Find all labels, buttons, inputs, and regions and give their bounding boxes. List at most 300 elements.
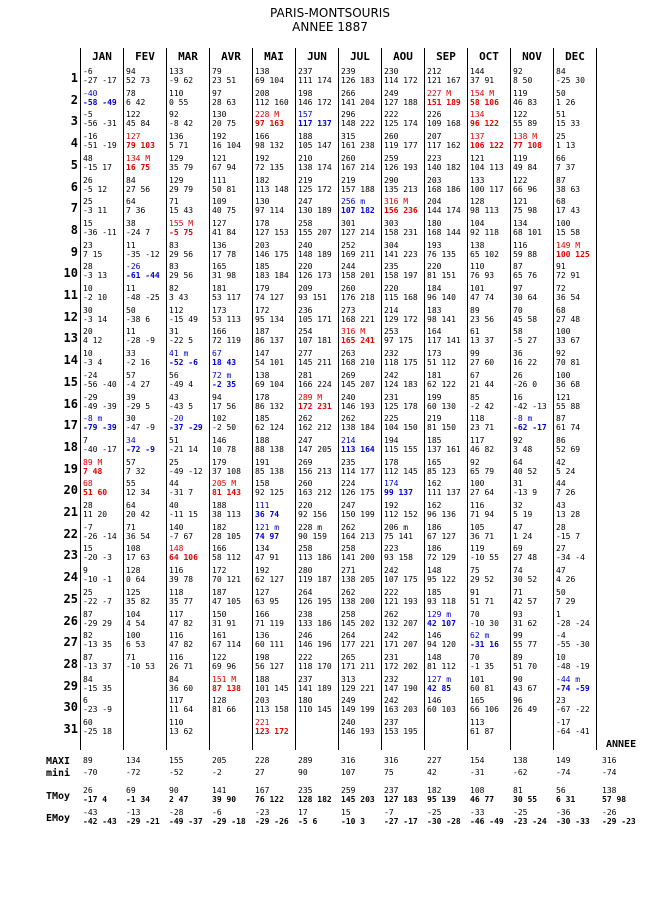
day-cell bbox=[255, 306, 297, 324]
daily-total: 220 bbox=[384, 284, 399, 293]
summary-maxi-cell bbox=[169, 756, 211, 765]
day-number: 21 bbox=[63, 505, 78, 519]
daily-total: 146 bbox=[427, 631, 442, 641]
day-cell bbox=[556, 262, 598, 280]
summary-value: -28 bbox=[169, 808, 184, 817]
daily-min-max: -10 55 bbox=[470, 553, 499, 563]
daily-total: 92 bbox=[513, 435, 523, 445]
day-cell bbox=[169, 588, 211, 606]
day-cell bbox=[298, 588, 340, 606]
day-cell bbox=[470, 154, 512, 172]
daily-total: 136 bbox=[255, 631, 270, 641]
daily-total: 256 m bbox=[341, 197, 366, 207]
day-number: 20 bbox=[63, 483, 78, 498]
daily-total: 129 bbox=[169, 175, 184, 185]
daily-total: 129 m bbox=[427, 609, 452, 619]
day-cell bbox=[384, 566, 426, 584]
day-cell bbox=[513, 219, 555, 237]
daily-total: 265 bbox=[341, 652, 356, 662]
daily-min-max: 101 145 bbox=[255, 683, 289, 693]
day-cell bbox=[169, 284, 211, 302]
summary-value: 26 bbox=[83, 786, 93, 795]
daily-min-max: 163 212 bbox=[298, 488, 332, 498]
daily-total: 64 bbox=[126, 197, 136, 207]
daily-min-max: 43 67 bbox=[513, 683, 538, 693]
daily-total: 166 bbox=[212, 544, 227, 554]
day-cell bbox=[126, 219, 168, 237]
daily-total: 70 bbox=[513, 305, 523, 315]
day-cell bbox=[83, 349, 125, 367]
day-cell bbox=[126, 306, 168, 324]
day-cell bbox=[212, 67, 254, 85]
day-cell bbox=[341, 631, 383, 649]
daily-total: 178 bbox=[255, 218, 270, 228]
daily-min-max: 1 13 bbox=[556, 141, 576, 151]
day-cell bbox=[427, 436, 469, 454]
day-cell bbox=[341, 327, 383, 345]
summary-value: 89 bbox=[83, 756, 93, 765]
daily-total: 192 bbox=[255, 566, 270, 576]
day-cell bbox=[384, 631, 426, 649]
daily-total: 162 bbox=[427, 479, 442, 489]
day-cell bbox=[341, 544, 383, 562]
daily-min-max: -26 0 bbox=[513, 379, 538, 389]
daily-min-max: 18 43 bbox=[212, 358, 237, 368]
daily-min-max: -61 -44 bbox=[126, 271, 160, 281]
daily-min-max: 41 84 bbox=[212, 227, 237, 237]
daily-min-max: 5 19 bbox=[513, 510, 533, 519]
daily-min-max: 40 52 bbox=[513, 466, 538, 476]
daily-total: 40 bbox=[169, 501, 179, 510]
day-cell bbox=[212, 154, 254, 172]
daily-total: 92 bbox=[513, 67, 523, 76]
daily-total: 258 bbox=[341, 609, 356, 619]
daily-min-max: 107 182 bbox=[341, 206, 375, 216]
day-cell bbox=[255, 566, 297, 584]
summary-value: -62 bbox=[513, 768, 528, 777]
daily-min-max: 86 137 bbox=[255, 336, 284, 346]
summary-min-max: -10 3 bbox=[341, 817, 366, 826]
daily-total: 193 bbox=[427, 240, 442, 250]
day-cell bbox=[384, 718, 426, 736]
day-cell bbox=[470, 566, 512, 584]
month-header: MAI bbox=[264, 50, 284, 63]
day-cell bbox=[556, 327, 598, 345]
daily-min-max: 126 183 bbox=[341, 76, 375, 85]
summary-value: 138 bbox=[602, 786, 617, 795]
day-cell bbox=[427, 458, 469, 476]
day-cell bbox=[126, 241, 168, 259]
summary-value: 235 bbox=[298, 786, 313, 795]
day-cell bbox=[255, 284, 297, 302]
daily-min-max: 117 141 bbox=[427, 336, 461, 346]
day-cell bbox=[255, 588, 297, 606]
daily-min-max: -22 5 bbox=[169, 336, 194, 346]
day-number: 12 bbox=[63, 309, 78, 324]
daily-min-max: 69 104 bbox=[255, 379, 284, 389]
summary-value: -43 bbox=[83, 808, 98, 817]
daily-min-max: 31 98 bbox=[212, 271, 237, 281]
day-cell bbox=[384, 414, 426, 432]
daily-min-max: 97 114 bbox=[255, 206, 284, 216]
daily-min-max: 92 125 bbox=[255, 488, 284, 498]
day-number: 31 bbox=[63, 722, 78, 736]
daily-min-max: 94 120 bbox=[427, 640, 456, 650]
daily-min-max: 66 106 bbox=[470, 705, 499, 715]
daily-min-max: 67 94 bbox=[212, 162, 237, 172]
daily-total: 100 bbox=[556, 370, 571, 380]
daily-total: 10 bbox=[556, 652, 566, 662]
day-cell bbox=[83, 653, 125, 671]
daily-min-max: 7 48 bbox=[83, 466, 103, 476]
daily-min-max: 36 54 bbox=[126, 531, 151, 541]
day-cell bbox=[126, 132, 168, 150]
day-number: 27 bbox=[63, 635, 78, 650]
daily-total: 15 bbox=[83, 544, 93, 554]
daily-total: 249 bbox=[341, 696, 356, 706]
day-cell bbox=[83, 523, 125, 541]
daily-min-max: 13 28 bbox=[556, 510, 581, 519]
daily-total: 157 bbox=[298, 110, 313, 120]
daily-min-max: -13 37 bbox=[83, 661, 112, 671]
daily-total: 15 bbox=[83, 218, 93, 228]
day-cell bbox=[427, 696, 469, 714]
day-cell bbox=[255, 458, 297, 476]
daily-total: 117 bbox=[169, 609, 184, 619]
daily-min-max: 123 172 bbox=[255, 727, 289, 736]
daily-total: 180 bbox=[427, 218, 442, 228]
day-cell bbox=[83, 262, 125, 280]
day-cell bbox=[169, 197, 211, 215]
summary-emoy-cell bbox=[384, 808, 426, 826]
day-cell bbox=[556, 610, 598, 628]
day-cell bbox=[255, 631, 297, 649]
daily-min-max: 0 64 bbox=[126, 575, 146, 585]
daily-min-max: 137 161 bbox=[427, 444, 461, 454]
day-cell bbox=[126, 479, 168, 497]
summary-value: -70 bbox=[83, 768, 98, 777]
day-cell bbox=[298, 523, 340, 541]
day-cell bbox=[556, 588, 598, 606]
daily-min-max: 141 189 bbox=[298, 683, 332, 693]
daily-total: 235 bbox=[341, 457, 356, 467]
daily-min-max: -1 35 bbox=[470, 661, 495, 671]
daily-min-max: -31 7 bbox=[169, 488, 194, 498]
daily-total: 289 M bbox=[298, 392, 323, 402]
daily-total: 219 bbox=[298, 175, 313, 185]
daily-total: 247 bbox=[298, 197, 313, 207]
daily-min-max: 72 91 bbox=[556, 271, 581, 281]
daily-total: 58 bbox=[513, 327, 523, 337]
daily-total: 44 bbox=[169, 479, 179, 489]
day-cell bbox=[126, 327, 168, 345]
daily-min-max: 145 207 bbox=[341, 379, 375, 389]
day-cell bbox=[83, 631, 125, 649]
daily-total: 184 bbox=[427, 284, 442, 293]
day-cell bbox=[126, 458, 168, 476]
daily-total: 140 bbox=[169, 522, 184, 532]
day-number: 9 bbox=[70, 244, 78, 259]
daily-total: 23 bbox=[556, 696, 566, 706]
day-cell bbox=[126, 154, 168, 172]
day-cell bbox=[556, 458, 598, 476]
day-cell bbox=[513, 588, 555, 606]
daily-min-max: 93 158 bbox=[384, 553, 413, 563]
daily-total: 1 bbox=[556, 609, 561, 619]
daily-min-max: -24 7 bbox=[126, 227, 151, 237]
day-cell bbox=[556, 479, 598, 497]
summary-min-max: -46 -49 bbox=[470, 817, 504, 826]
daily-total: 185 bbox=[255, 414, 270, 424]
day-cell bbox=[255, 327, 297, 345]
daily-min-max: 27 56 bbox=[126, 184, 151, 194]
daily-total: 68 bbox=[556, 197, 566, 207]
daily-total: 30 bbox=[126, 414, 136, 424]
daily-min-max: 155 207 bbox=[298, 227, 332, 237]
day-cell bbox=[255, 154, 297, 172]
day-cell bbox=[384, 371, 426, 389]
daily-total: 262 bbox=[341, 414, 356, 424]
daily-total: 188 bbox=[212, 501, 227, 510]
daily-min-max: 45 58 bbox=[513, 314, 538, 324]
daily-min-max: 70 81 bbox=[556, 358, 581, 368]
daily-min-max: 1 24 bbox=[513, 531, 533, 541]
day-cell bbox=[298, 154, 340, 172]
day-cell bbox=[255, 675, 297, 693]
day-cell bbox=[298, 132, 340, 150]
daily-total: 260 bbox=[341, 153, 356, 163]
summary-emoy-cell bbox=[255, 808, 297, 826]
daily-total: 164 bbox=[427, 327, 442, 337]
daily-total: 303 bbox=[384, 218, 399, 228]
day-cell bbox=[212, 89, 254, 107]
summary-tmoy-cell bbox=[556, 786, 598, 804]
daily-total: 228 M bbox=[255, 110, 280, 120]
day-cell bbox=[513, 327, 555, 345]
daily-min-max: 138 184 bbox=[341, 423, 375, 433]
daily-min-max: 111 137 bbox=[427, 488, 461, 498]
summary-value: 149 bbox=[556, 756, 571, 765]
daily-total: 165 bbox=[427, 457, 442, 467]
day-cell bbox=[83, 610, 125, 628]
day-cell bbox=[126, 284, 168, 302]
summary-tmoy-cell bbox=[427, 786, 469, 804]
summary-value: 75 bbox=[384, 768, 394, 777]
daily-total: 238 bbox=[298, 609, 313, 619]
day-number: 11 bbox=[63, 288, 78, 302]
daily-total: 111 bbox=[255, 501, 270, 510]
day-cell bbox=[513, 306, 555, 324]
daily-total: 102 bbox=[212, 414, 227, 424]
daily-total: 198 bbox=[298, 88, 313, 98]
daily-min-max: 127 153 bbox=[255, 227, 289, 237]
day-cell bbox=[341, 67, 383, 85]
daily-min-max: -28 -24 bbox=[556, 618, 590, 628]
daily-total: 50 bbox=[556, 587, 566, 597]
emoy-label: EMoy bbox=[46, 813, 71, 824]
daily-total: 151 M bbox=[212, 674, 237, 684]
day-cell bbox=[513, 262, 555, 280]
day-cell bbox=[169, 371, 211, 389]
day-cell bbox=[298, 219, 340, 237]
day-cell bbox=[212, 284, 254, 302]
day-cell bbox=[83, 544, 125, 562]
daily-min-max: 172 202 bbox=[384, 661, 418, 671]
daily-min-max: 85 123 bbox=[427, 466, 456, 476]
daily-min-max: 56 127 bbox=[255, 661, 284, 671]
day-cell bbox=[83, 327, 125, 345]
daily-min-max: 96 140 bbox=[427, 293, 456, 302]
daily-total: -6 bbox=[83, 67, 93, 76]
daily-min-max: 145 211 bbox=[298, 358, 332, 368]
daily-total: 138 bbox=[255, 67, 270, 76]
daily-total: 181 bbox=[427, 370, 442, 380]
daily-total: 57 bbox=[126, 370, 136, 380]
daily-min-max: -3 13 bbox=[83, 271, 108, 281]
day-cell bbox=[255, 436, 297, 454]
day-cell bbox=[255, 349, 297, 367]
daily-min-max: 172 231 bbox=[298, 401, 332, 411]
day-cell bbox=[384, 262, 426, 280]
month-header: JAN bbox=[92, 50, 112, 63]
daily-total: 129 bbox=[169, 153, 184, 163]
day-cell bbox=[427, 262, 469, 280]
daily-total: 57 bbox=[126, 457, 136, 467]
daily-min-max: 7 29 bbox=[556, 596, 576, 606]
daily-total: 296 bbox=[341, 110, 356, 120]
daily-total: 99 bbox=[513, 631, 523, 641]
day-cell bbox=[384, 436, 426, 454]
daily-min-max: -4 27 bbox=[126, 379, 151, 389]
daily-min-max: 76 93 bbox=[470, 271, 495, 281]
day-cell bbox=[169, 696, 211, 714]
daily-min-max: -28 -9 bbox=[126, 336, 155, 346]
daily-total: 50 bbox=[126, 305, 136, 315]
daily-total: 11 bbox=[126, 240, 136, 250]
daily-min-max: -58 -49 bbox=[83, 97, 117, 107]
daily-total: 25 bbox=[83, 587, 93, 597]
day-cell bbox=[212, 327, 254, 345]
day-cell bbox=[513, 132, 555, 150]
summary-emoy-cell bbox=[427, 808, 469, 826]
daily-total: 134 bbox=[255, 544, 270, 554]
maxi-label: MAXI bbox=[46, 756, 71, 767]
summary-value: 182 bbox=[427, 786, 442, 795]
day-cell bbox=[513, 197, 555, 215]
daily-total: 79 bbox=[212, 67, 222, 76]
daily-total: 20 bbox=[83, 327, 93, 337]
daily-total: 232 bbox=[384, 349, 399, 359]
day-cell bbox=[83, 132, 125, 150]
daily-total: 236 bbox=[298, 305, 313, 315]
day-cell bbox=[556, 306, 598, 324]
day-cell bbox=[341, 588, 383, 606]
daily-total: 25 bbox=[83, 197, 93, 207]
daily-total: 194 bbox=[384, 435, 399, 445]
daily-total: 125 bbox=[126, 587, 141, 597]
mini-label: mini bbox=[46, 768, 71, 779]
day-cell bbox=[427, 610, 469, 628]
daily-min-max: 30 52 bbox=[513, 575, 538, 585]
day-cell bbox=[384, 306, 426, 324]
summary-value: -2 bbox=[212, 768, 222, 777]
daily-min-max: -11 15 bbox=[169, 510, 198, 519]
daily-min-max: 65 102 bbox=[470, 249, 499, 259]
day-cell bbox=[513, 675, 555, 693]
day-cell bbox=[341, 479, 383, 497]
daily-min-max: 26 49 bbox=[513, 705, 538, 715]
daily-min-max: 145 202 bbox=[341, 618, 375, 628]
daily-min-max: 15 33 bbox=[556, 119, 581, 129]
day-cell bbox=[212, 393, 254, 411]
day-cell bbox=[556, 154, 598, 172]
summary-value: 205 bbox=[212, 756, 227, 765]
summary-value: -36 bbox=[556, 808, 571, 817]
daily-min-max: 52 73 bbox=[126, 76, 151, 85]
daily-total: 178 bbox=[384, 457, 399, 467]
daily-total: 260 bbox=[341, 284, 356, 293]
daily-total: -17 bbox=[556, 718, 571, 727]
daily-min-max: 126 193 bbox=[384, 162, 418, 172]
daily-min-max: -74 -59 bbox=[556, 683, 590, 693]
daily-min-max: 38 113 bbox=[212, 510, 241, 519]
summary-value: 17 bbox=[298, 808, 308, 817]
day-cell bbox=[556, 371, 598, 389]
day-cell bbox=[513, 501, 555, 519]
daily-total: 237 bbox=[298, 67, 313, 76]
daily-min-max: -79 -39 bbox=[83, 423, 117, 433]
day-cell bbox=[556, 501, 598, 519]
daily-min-max: 176 218 bbox=[341, 293, 375, 302]
daily-total: -7 bbox=[83, 522, 93, 532]
daily-min-max: 28 105 bbox=[212, 531, 241, 541]
day-cell bbox=[384, 479, 426, 497]
daily-min-max: 95 122 bbox=[427, 575, 456, 585]
daily-total: 75 bbox=[470, 566, 480, 576]
day-cell bbox=[298, 284, 340, 302]
day-cell bbox=[83, 110, 125, 128]
daily-min-max: 62 124 bbox=[255, 423, 284, 433]
day-cell bbox=[470, 631, 512, 649]
daily-min-max: 68 101 bbox=[513, 227, 542, 237]
daily-total: 146 bbox=[427, 696, 442, 706]
daily-min-max: 47 82 bbox=[169, 618, 194, 628]
day-cell bbox=[212, 262, 254, 280]
day-cell bbox=[126, 631, 168, 649]
day-cell bbox=[255, 262, 297, 280]
daily-min-max: 5 24 bbox=[556, 466, 576, 476]
day-cell bbox=[212, 414, 254, 432]
daily-min-max: 141 200 bbox=[341, 553, 375, 563]
daily-total: 220 bbox=[298, 501, 313, 510]
daily-total: 198 bbox=[255, 652, 270, 662]
day-cell bbox=[556, 436, 598, 454]
day-cell bbox=[341, 306, 383, 324]
daily-total: 262 bbox=[341, 587, 356, 597]
day-cell bbox=[341, 132, 383, 150]
daily-min-max: 5 71 bbox=[169, 141, 189, 151]
daily-total: 116 bbox=[169, 566, 184, 576]
daily-min-max: 112 160 bbox=[255, 97, 289, 107]
daily-min-max: 46 83 bbox=[513, 97, 538, 107]
daily-total: 71 bbox=[126, 652, 136, 662]
daily-min-max: -72 -9 bbox=[126, 444, 155, 454]
tmoy-label: TMoy bbox=[46, 791, 71, 802]
daily-total: 148 bbox=[169, 544, 184, 554]
daily-min-max: 46 82 bbox=[470, 444, 495, 454]
daily-min-max: 60 111 bbox=[255, 640, 284, 650]
daily-min-max: 72 135 bbox=[255, 162, 284, 172]
